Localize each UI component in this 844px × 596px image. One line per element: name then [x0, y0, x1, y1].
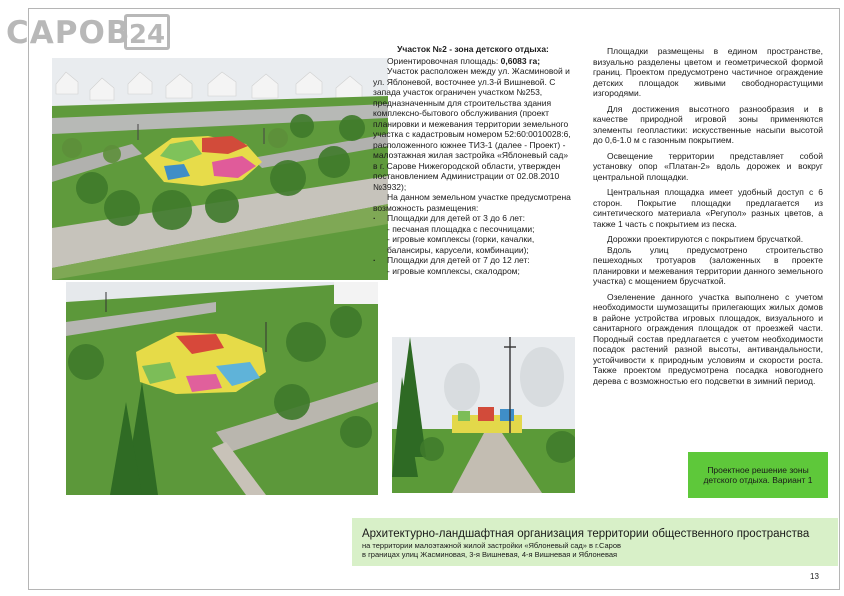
- placement-intro: На данном земельном участке предусмотрена возможность размещения:: [373, 192, 571, 213]
- variant-caption: [688, 452, 828, 498]
- description-column-2: [593, 46, 823, 386]
- logo-number: 24: [124, 14, 170, 50]
- project-banner: [352, 518, 838, 566]
- area-value: 0,6083 га;: [500, 55, 541, 66]
- paragraph: Дорожки проектируются с покрытием брусчаткой.: [607, 234, 804, 244]
- list-subitem: - игровые комплексы, скалодром;: [387, 265, 520, 276]
- banner-title: Архитектурно-ландшафтная организация территории общественного пространства: [362, 528, 810, 540]
- logo-word: САРОВ: [6, 15, 131, 51]
- location-text: Участок расположен между ул. Жасминовой и ул. Яблоневой, восточнее ул.3-й Вишневой. С запада участок ограничен участком №253, предназначенным для строительства здания комплексно-бытового обслуживания (проект планировки и межевания территории земельного участка с кадастровым номером 52:60:0010028:6, расположенного южнее ТИЗ-1 (далее - Проект) - малоэтажная жилая застройка «Яблоневый сад» в г. Сарове Нижегородской области, утвержден постановлением Администрации от 02.08.2010 №3932);: [373, 66, 571, 192]
- banner-subtitle-1: на территории малоэтажной жилой застройки «Яблоневый сад» в г.Саров: [362, 541, 622, 550]
- paragraph: Вдоль улиц предусмотрено строительство пешеходных тротуаров (заложенных в проекте планировки и межевания территории данного земельного участка) с мощением брусчаткой.: [593, 244, 823, 286]
- list-subitem: - игровые комплексы (горки, качалки, балансиры, карусели, комбинации);: [387, 234, 535, 255]
- banner-subtitle-2: в границах улиц Жасминовая, 3-я Вишневая, 4-я Вишневая и Яблоневая: [362, 550, 618, 559]
- render-eye-level-view: [392, 337, 575, 493]
- render-aerial-view: [52, 58, 388, 280]
- render-perspective-view: [66, 282, 378, 495]
- page-number: 13: [810, 572, 819, 581]
- paragraph: Освещение территории представляет собой установку опор «Платан-2» вдоль дорожек и вокруг центральной площадки.: [593, 150, 823, 182]
- paragraph: Площадки размещены в едином пространстве, визуально разделены цветом и геометрической формой границ. Проектом предусмотрено частичное ограждение детских площадок живыми свободнорастущими изгородями.: [593, 46, 823, 98]
- paragraph: Для достижения высотного разнообразия и в качестве природной игровой зоны применяются элементы геопластики: искусственные насыпи высотой до 0,6-1.0 м с газонным покрытием.: [593, 103, 823, 145]
- variant-caption-text: Проектное решение зоны детского отдыха. Вариант 1: [703, 464, 813, 485]
- list-item: · Площадки для детей от 7 до 12 лет:: [373, 255, 573, 266]
- site-logo[interactable]: [6, 12, 166, 54]
- paragraph: Озеленение данного участка выполнено с учетом необходимости шумозащиты прилегающих жилых домов в районе устройства игровых площадок, визуального и санитарного ограждения площадок от проезжей части. Породный состав предлагается с учетом необходимости посадок растений разной высоты, антивандальности, устойчивости к природным условиям и скорости роста. Также проектом предусмотрена посадка новогоднего дерева с возможностью его подсветки в зимний период.: [593, 291, 823, 386]
- description-column-1: [373, 44, 573, 276]
- section-title: Участок №2 - зона детского отдыха:: [397, 44, 549, 54]
- area-label: Ориентировочная площадь:: [387, 55, 499, 66]
- area-line: [373, 56, 573, 67]
- paragraph: Центральная площадка имеет удобный доступ с 6 сторон. Покрытие площадки предлагается из синтетического материала «Регупол» разных цветов, а также 1 часть с покрытием из песка.: [593, 187, 823, 229]
- list-item: · Площадки для детей от 3 до 6 лет:: [373, 213, 573, 224]
- list-subitem: - песчаная площадка с песочницами;: [387, 223, 535, 234]
